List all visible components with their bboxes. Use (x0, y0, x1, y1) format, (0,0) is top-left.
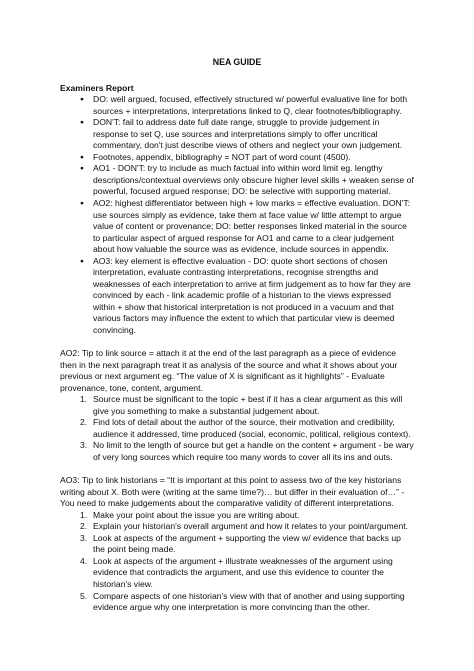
list-item: ● Footnotes, appendix, bibliography = NOT part of word count (4500). (80, 152, 414, 164)
list-item (80, 591, 414, 614)
step-number: 1. (80, 509, 88, 520)
ao3-tip-paragraph: AO3: Tip to link historians = “It is important at this point to assess two of the key historians writing about X. Both were (writing at the same time?)… but differ in their evaluation of…” - You need to make judgements about the comparative validity of different interpretations. (60, 475, 405, 509)
list-item: ● DO: well argued, focused, effectively structured w/ powerful evaluative line for both sources + interpretations, interpretations linked to Q, clear footnotes/bibliography. (80, 94, 414, 117)
spacer (60, 464, 414, 476)
list-item: ● DON'T: fail to address date full date range, struggle to provide judgement in response to set Q, use sources and interpretations simply to offer uncritical commentary, don't just describe views of others and neglect your own judgement. (80, 117, 414, 152)
step-number: 4. (80, 555, 88, 566)
step-number: 5. (80, 590, 88, 601)
list-item (80, 440, 414, 463)
list-item (80, 510, 414, 522)
ao2-tip-paragraph: AO2: Tip to link source = attach it at the end of the last paragraph as a piece of evidence then in the next paragraph treat it as analysis of the source and what it shows about your previous or next argument eg. “The value of X is significant as it highlights” - Evaluate provenance, tone, content, argument. (60, 348, 398, 393)
ao3-steps-list (60, 510, 414, 614)
step-number: 3. (80, 532, 88, 543)
list-item (80, 417, 414, 440)
list-item (80, 394, 414, 417)
step-text: Make your point about the issue you are writing about. (93, 509, 300, 520)
step-number: 2. (80, 521, 88, 532)
step-text: No limit to the length of source but get a handle on the content + argument - be wary of very long sources which require too many words to cover all its ins and outs. (93, 440, 414, 462)
step-number: 3. (80, 440, 88, 451)
step-text: Look at aspects of the argument + illustrate weaknesses of the argument using evidence that contradicts the argument, and use this evidence to counter the historian's view. (93, 555, 393, 589)
list-item (80, 556, 414, 591)
examiners-report-heading: Examiners Report (60, 82, 134, 93)
list-item: ● AO3: key element is effective evaluation - DO: quote short sections of chosen interpretation, evaluate contrasting interpretations, recognise strengths and weaknesses of each interpretation to arrive at firm judgement as to how far they are convinced by each - link academic profile of a historian to the views expressed within + show that historical interpretation is not produced in a vacuum and that various factors may influence the extent to which that particular view is deemed convincing. (80, 256, 414, 337)
step-text: Find lots of detail about the author of the source, their motivation and credibility, audience it addressed, time produced (social, economic, political, religious context). (93, 417, 411, 439)
list-item (80, 533, 414, 556)
ao2-steps-list (60, 394, 414, 463)
page-title: NEA GUIDE (212, 57, 262, 67)
step-number: 2. (80, 417, 88, 428)
step-number: 1. (80, 394, 88, 405)
step-text: Source must be significant to the topic + best if it has a clear argument as this will give you something to make a substantial judgement about. (93, 394, 403, 416)
spacer (60, 337, 414, 349)
list-item (80, 521, 414, 533)
step-text: Explain your historian's overall argument and how it relates to your point/argument. (93, 521, 409, 532)
step-text: Compare aspects of one historian's view with that of another and using supporting evidence argue why one interpretation is more convincing than the other. (93, 590, 405, 613)
list-item: ● AO2: highest differentiator between high + low marks = effective evaluation. DON'T: use sources simply as evidence, take them at face value w/ little attempt to argue value of content or provenance; DO: better responses linked material in the source to particular aspect of argued response for AO1 and came to a clear judgement about how valuable the source was as evidence, include sources in appendix. (80, 198, 414, 256)
step-text: Look at aspects of the argument + supporting the view w/ evidence that backs up the point being made. (93, 532, 401, 555)
list-item: ● AO1 - DON'T: try to include as much factual info within word limit eg. lengthy descriptions/contextual overviews only obscure higher level skills + weaken sense of powerful, focused argued response; DO: be selective with supporting material. (80, 163, 414, 198)
examiners-report-list (60, 94, 414, 336)
